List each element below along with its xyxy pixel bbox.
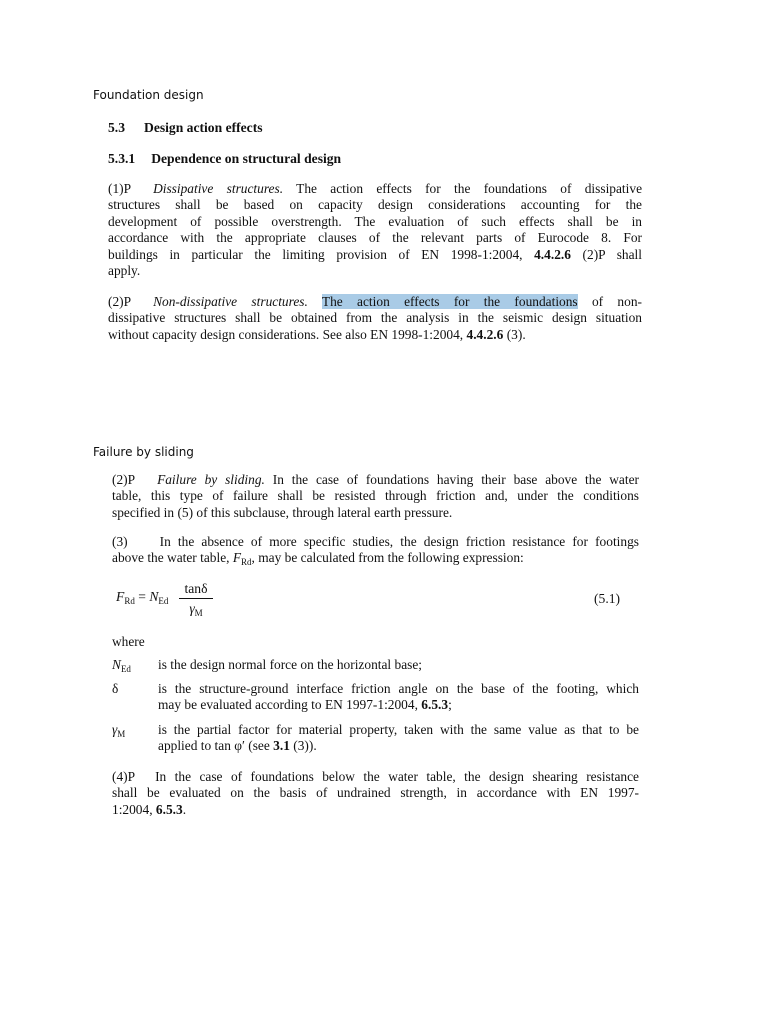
definition-symbol: $N_{Ed}$ xyxy=(112,657,131,674)
fraction-bar xyxy=(179,598,213,599)
text-line: without capacity design considerations. See also EN 1998-1:2004, 4.4.2.6 (3). xyxy=(108,326,526,342)
text-line: table, this type of failure shall be resisted through friction and, under the conditions xyxy=(112,488,639,504)
paragraph-1p-dissipative xyxy=(108,181,642,279)
text-line: buildings in particular the limiting provision of EN 1998-1:2004, 4.4.2.6 (2)P shall xyxy=(108,246,642,262)
text-line: is the structure-ground interface friction angle on the base of the footing, which xyxy=(158,681,639,696)
highlighted-text[interactable]: The action effects for the foundations xyxy=(321,294,578,309)
definition-symbol: $\gamma_M$ xyxy=(112,722,126,739)
clause-title: Design action effects xyxy=(144,120,263,135)
paragraph-2p-failure-by-sliding xyxy=(112,472,639,521)
paragraph-4p-below-water-table xyxy=(112,769,639,818)
text-line: is the partial factor for material property, taken with the same value as that to be xyxy=(158,722,639,737)
text-line: above the water table, $F_{Rd}$, may be calculated from the following expression: xyxy=(112,550,524,568)
text-line: structures shall be based on capacity design considerations accounting for the xyxy=(108,197,642,213)
section-heading-foundation-design: Foundation design xyxy=(93,88,204,102)
equation-denominator: $\gamma_M$ xyxy=(189,601,203,618)
text-line: shall be evaluated on the basis of undrained strength, in accordance with EN 1997- xyxy=(112,785,639,801)
text-line: (4)P In the case of foundations below the water table, the design shearing resistance xyxy=(112,769,639,784)
definition-text: is the design normal force on the horizontal base; xyxy=(158,657,423,672)
equation-lhs: $F_{Rd} = N_{Ed}$ xyxy=(116,589,169,606)
where-label: where xyxy=(112,634,145,649)
text-line: accordance with the appropriate clauses of the relevant parts of Eurocode 8. For xyxy=(108,230,642,246)
text-line: specified in (5) of this subclause, through lateral earth pressure. xyxy=(112,504,453,520)
text-line: (2)P Failure by sliding. In the case of foundations having their base above the water xyxy=(112,472,639,487)
text-line: apply. xyxy=(108,263,141,279)
text-line: dissipative structures shall be obtained from the analysis in the seismic design situation xyxy=(108,310,642,326)
clause-number: 5.3 xyxy=(108,120,125,135)
definition-text xyxy=(158,722,639,755)
text-line: may be evaluated according to EN 1997-1:2004, 6.5.3; xyxy=(158,697,452,713)
section-heading-failure-by-sliding: Failure by sliding xyxy=(93,445,194,459)
text-line: development of possible overstrength. The evaluation of such effects shall be in xyxy=(108,213,642,229)
text-line: (3) In the absence of more specific studies, the design friction resistance for footings xyxy=(112,534,639,549)
text-line: (1)P Dissipative structures. The action effects for the foundations of dissipative xyxy=(108,181,643,196)
equation-numerator: tanδ xyxy=(184,581,208,596)
clause-5-3-heading xyxy=(108,120,263,136)
clause-5-3-1-heading xyxy=(108,151,341,167)
text-line: (2)P Non-dissipative structures. The action effects for the foundations of non- xyxy=(108,294,642,309)
paragraph-3-friction-resistance xyxy=(112,534,639,571)
text-line: 1:2004, 6.5.3. xyxy=(112,801,187,817)
definition-text xyxy=(158,681,639,714)
equation-number: (5.1) xyxy=(594,591,621,606)
equation-fraction xyxy=(179,580,213,622)
clause-number: 5.3.1 xyxy=(108,151,136,166)
clause-title: Dependence on structural design xyxy=(151,151,342,166)
paragraph-2p-non-dissipative xyxy=(108,294,642,343)
definition-symbol: δ xyxy=(112,681,119,696)
text-line: applied to tan φ′ (see 3.1 (3)). xyxy=(158,738,317,754)
